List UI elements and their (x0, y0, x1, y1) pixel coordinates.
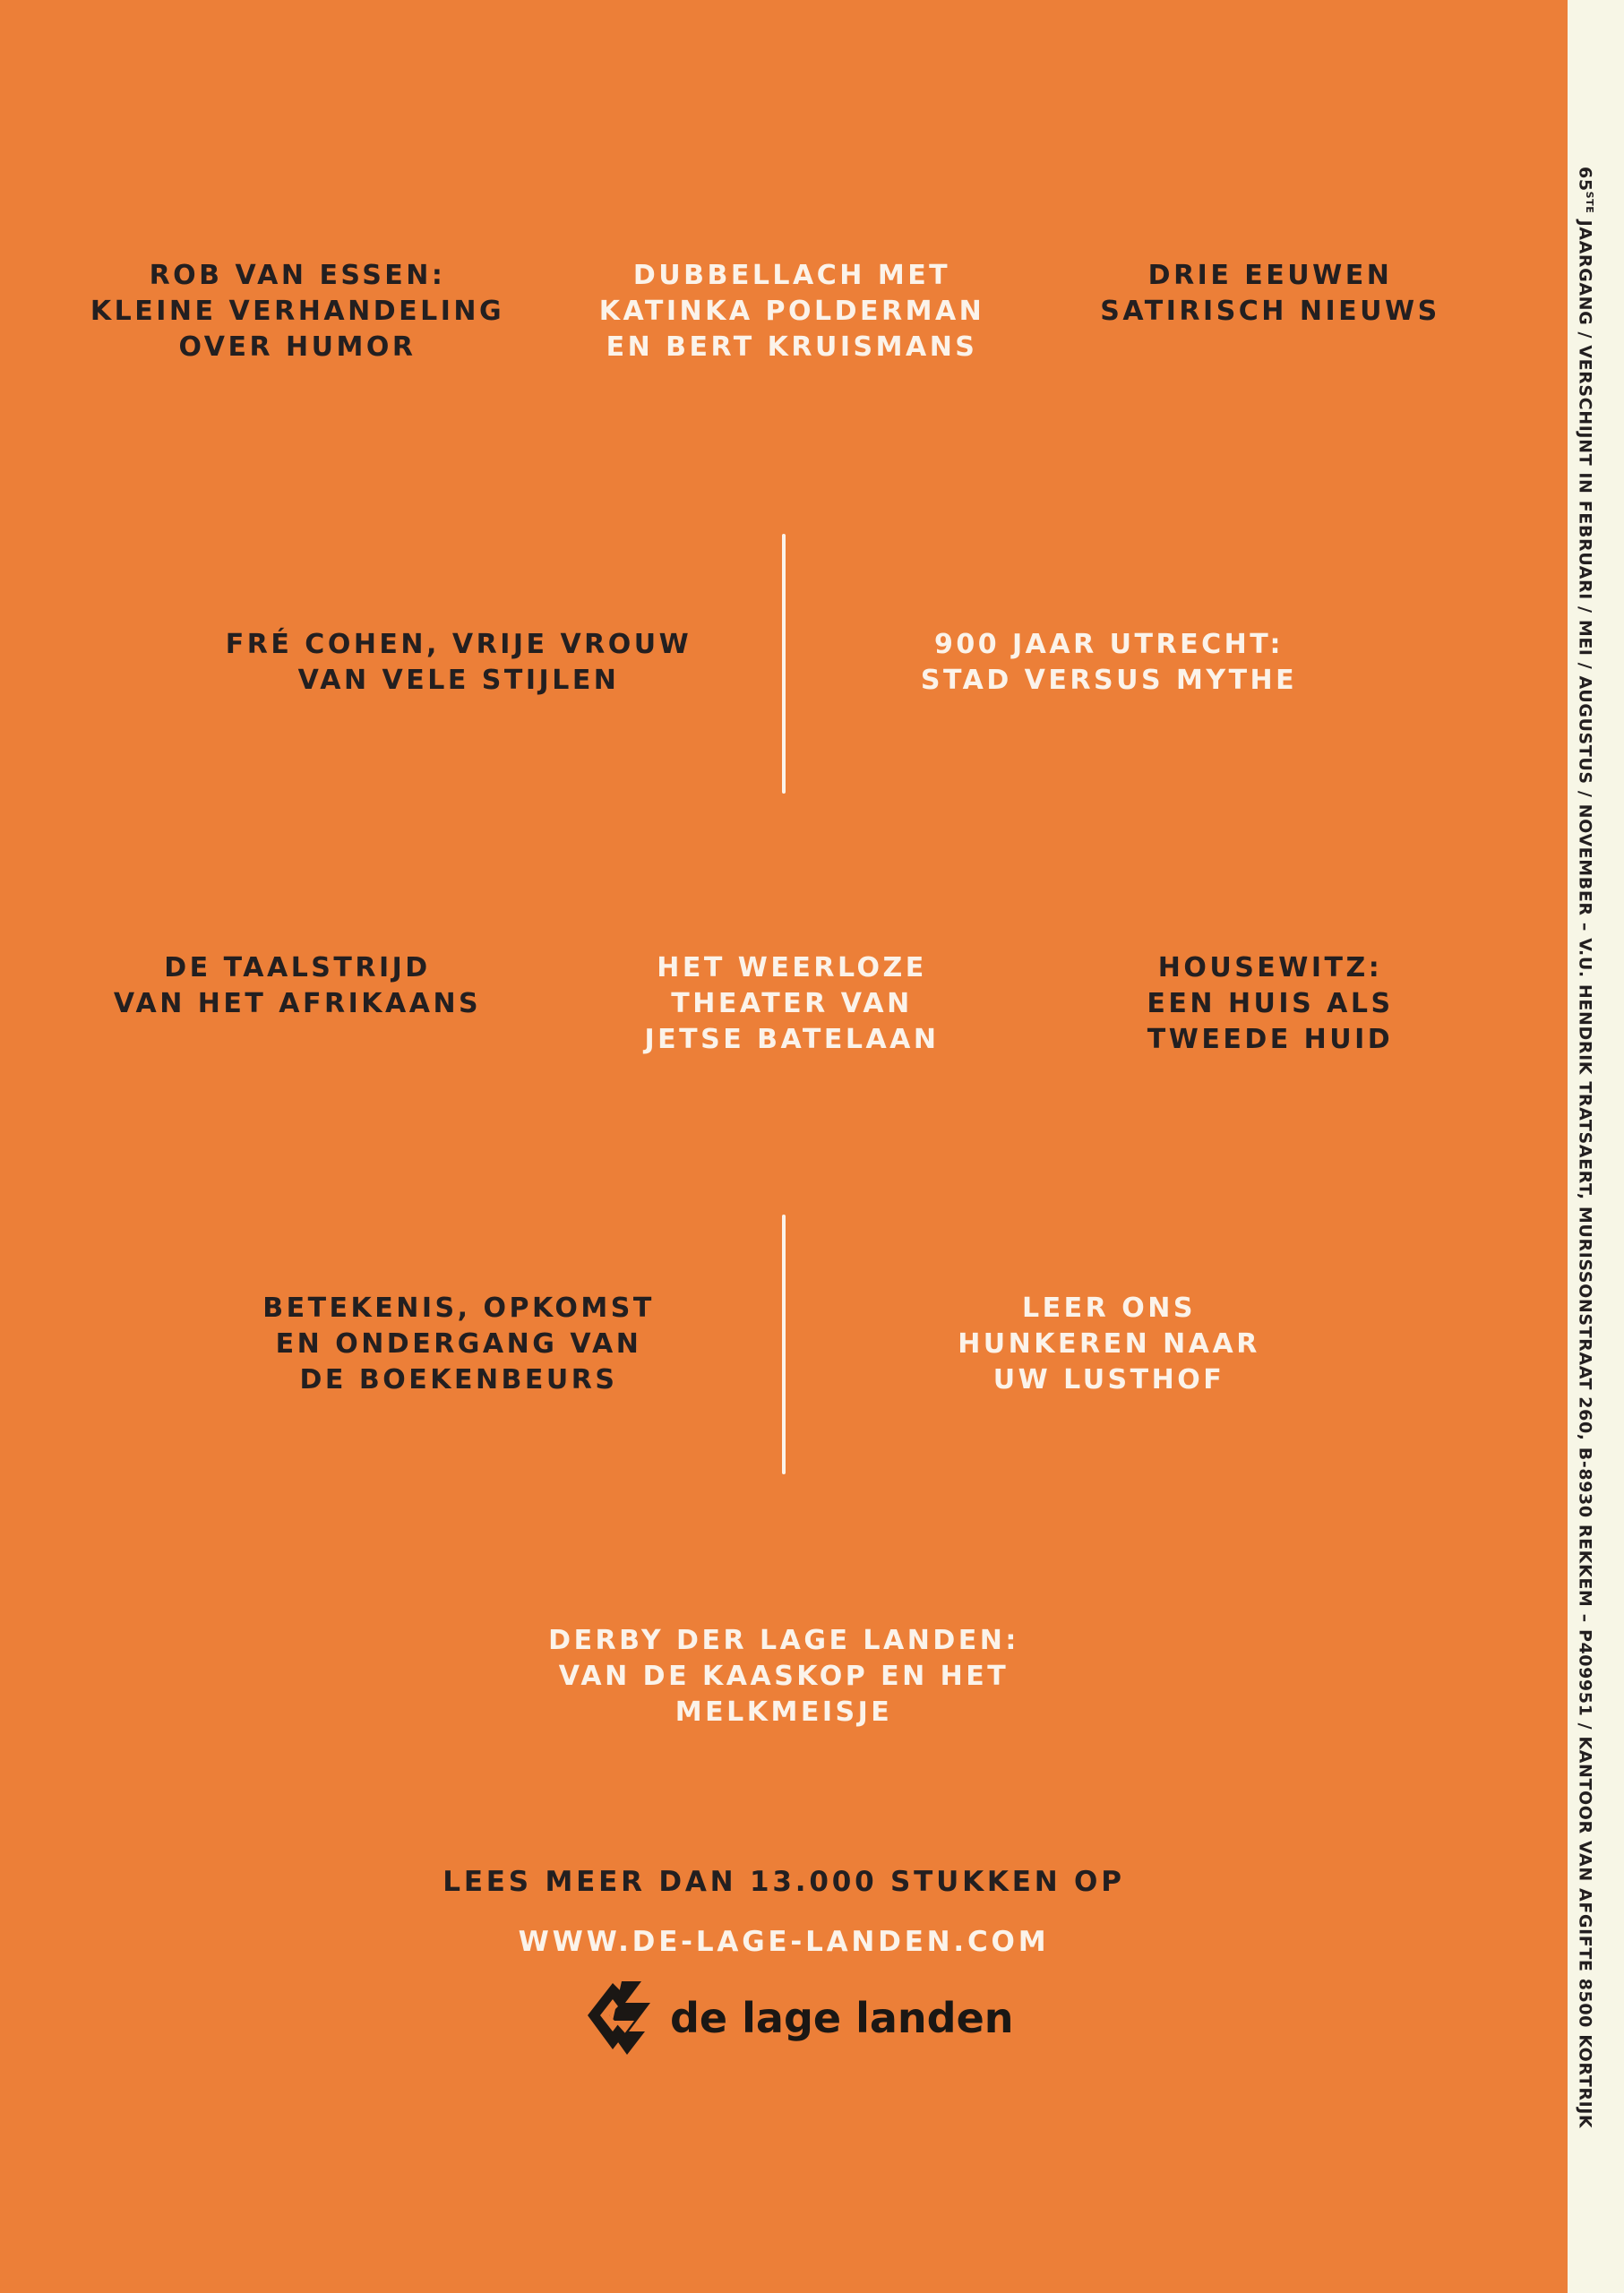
article-line: DRIE EEUWEN (1147, 260, 1393, 291)
article-line: HOUSEWITZ: (1157, 952, 1383, 983)
article-line: UW LUSTHOF (992, 1364, 1225, 1396)
article-900-jaar-utrecht (921, 627, 1297, 699)
article-line: LEER ONS (1022, 1292, 1196, 1324)
article-boekenbeurs (262, 1291, 655, 1398)
article-line: THEATER VAN (671, 988, 913, 1019)
article-line: DERBY DER LAGE LANDEN: (548, 1625, 1019, 1656)
de-lage-landen-logo-icon (582, 1980, 654, 2057)
article-line: VAN HET AFRIKAANS (113, 988, 482, 1019)
article-weerloze-theater (644, 950, 939, 1058)
article-leer-ons-hunkeren (958, 1291, 1260, 1398)
article-line: TWEEDE HUID (1147, 1024, 1394, 1055)
article-line: KLEINE VERHANDELING (90, 296, 505, 327)
article-fre-cohen (226, 627, 692, 699)
article-line: EEN HUIS ALS (1147, 988, 1394, 1019)
article-line: EN BERT KRUISMANS (606, 331, 978, 363)
article-line: MELKMEISJE (675, 1696, 893, 1728)
article-line: KATINKA POLDERMAN (598, 296, 985, 327)
vertical-divider (782, 534, 786, 794)
article-line: VAN DE KAASKOP EN HET (558, 1661, 1010, 1692)
article-dubbellach (599, 258, 985, 365)
read-more-text: LEES MEER DAN 13.000 STUKKEN OP (443, 1866, 1125, 1898)
article-line: ROB VAN ESSEN: (149, 260, 446, 291)
article-line: DE TAALSTRIJD (164, 952, 431, 983)
article-line: OVER HUMOR (178, 331, 417, 363)
imprint-ordinal-suffix: STE (1584, 191, 1595, 214)
imprint-ordinal: 65 (1575, 167, 1595, 192)
article-line: STAD VERSUS MYTHE (920, 665, 1298, 696)
article-line: FRÉ COHEN, VRIJE VROUW (225, 629, 692, 660)
article-derby-der-lage-landen (548, 1623, 1019, 1730)
article-line: HUNKEREN NAAR (958, 1328, 1260, 1360)
vertical-divider (782, 1215, 786, 1474)
imprint-details: JAARGANG / VERSCHIJNT IN FEBRUARI / MEI / AUGUSTUS / NOVEMBER – V.U. HENDRIK TRATSAERT, MURISSONSTRAAT 260, B-8930 REKKEM – P409951 / KANTOOR VAN AFGIFTE 8500 KORTRIJK (1575, 219, 1595, 2129)
article-line: SATIRISCH NIEUWS (1100, 296, 1440, 327)
article-rob-van-essen (90, 258, 504, 365)
article-drie-eeuwen (1100, 258, 1439, 330)
article-line: JETSE BATELAAN (644, 1024, 940, 1055)
article-line: DE BOEKENBEURS (299, 1364, 618, 1396)
article-line: HET WEERLOZE (657, 952, 927, 983)
publisher-logo (582, 1978, 1014, 2058)
imprint-text (1576, 167, 1595, 2128)
article-line: DUBBELLACH MET (632, 260, 951, 291)
logo-text: de lage landen (670, 1994, 1014, 2042)
article-taalstrijd (114, 950, 481, 1022)
article-line: VAN VELE STIJLEN (297, 665, 620, 696)
article-line: BETEKENIS, OPKOMST (262, 1292, 655, 1324)
article-housewitz (1147, 950, 1393, 1058)
article-line: 900 JAAR UTRECHT: (933, 629, 1285, 660)
website-link[interactable]: WWW.DE-LAGE-LANDEN.COM (518, 1926, 1050, 1958)
article-line: EN ONDERGANG VAN (275, 1328, 642, 1360)
